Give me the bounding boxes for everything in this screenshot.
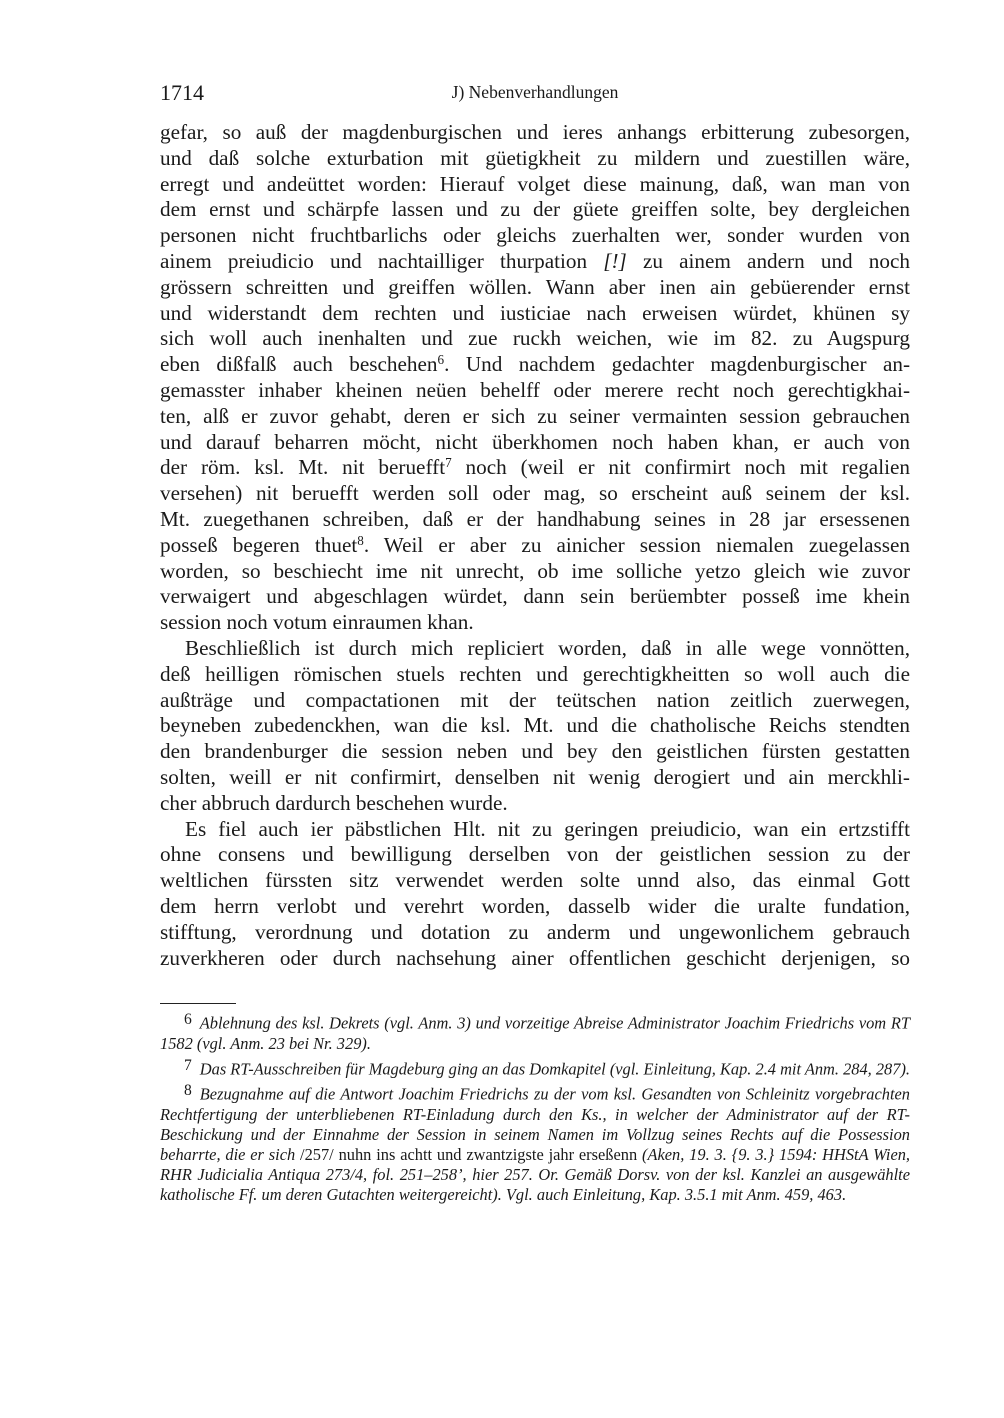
text-line (160, 455, 910, 481)
paragraph-3 (160, 817, 910, 972)
footnote-number: 7 (184, 1056, 192, 1074)
text-line: Es fiel auch ier päbstlichen Hlt. nit zu geringen preiudicio, wan ein ertzstifft (185, 816, 910, 841)
footnote-text: Das RT-Ausschreiben für Magdeburg ging an das Domkapitel (vgl. Einleitung, Kap. 2.4 mit Anm. 284, 287). (199, 1059, 910, 1079)
running-head: J) Nebenverhandlungen (451, 82, 619, 102)
text-segment: noch (weil er nit confirmirt noch mit regalien (451, 455, 910, 480)
footnotes (160, 1010, 910, 1207)
text-segment: zu ainem andern und noch (626, 248, 910, 273)
footnote-6 (160, 1010, 910, 1054)
footnote-number: 8 (184, 1082, 192, 1100)
text-line: und darauf beharren möcht, nicht überkhomen noch haben khan, er auch von (160, 429, 910, 454)
text-segment: ainem preiudicio und nachtailliger thurpation (160, 248, 604, 273)
text-line: sich woll auch inenhalten und zue ruckh weichen, wie im 82. zu Augspurg (160, 326, 910, 351)
text-line: gefar, so auß der magdenburgischen und ieres anhangs erbitterung zubesorgen, (160, 120, 910, 144)
footnote-ref-6[interactable]: 6 (437, 351, 445, 367)
text-line: Mt. zuegethanen schreiben, daß er der handhabung seines in 28 jar ersessenen (160, 506, 910, 531)
text-line: und widerstandt dem rechten und iusticiae nach erweisen würdet, khünen sy (160, 300, 910, 325)
text-line: dem ernst und schärpfe lassen und zu der güete greiffen solte, bey dergleichen (160, 197, 910, 222)
text-segment: eben dißfalß auch beschehen (160, 352, 438, 377)
text-line: weltlichen fürssten sitz verwendet werden solte unnd also, das einmal Gott (160, 868, 910, 893)
text-line: und daß solche exturbation mit güetigkheit zu mildern und zuestillen wäre, (160, 145, 910, 170)
text-line: außträge und compactationen mit der teütschen nation zeitlich zuerwegen, (160, 687, 910, 712)
text-line: gemasster inhaber kheinen neüen behelff oder merere recht noch gerechtigkhai- (160, 377, 910, 402)
page-number: 1714 (160, 80, 204, 105)
text-line: ohne consens und bewilligung derselben von der geistlichen session zu der (160, 842, 910, 867)
text-line: stifftung, verordnung und dotation zu anderm und ungewonlichem gebrauch (160, 919, 910, 944)
text-line: grössern schreitten und greiffen wöllen. Wann aber inen ain gebüerender ernst (160, 274, 910, 299)
text-line (160, 352, 910, 378)
text-line: Beschließlich ist durch mich repliciert worden, daß in alle wege vonnötten, (185, 635, 910, 660)
footnote-8 (160, 1081, 910, 1205)
footnote-ref-7[interactable]: 7 (445, 455, 452, 471)
quoted-source-text: /257/ nuhn ins achtt und zwantzigste jahr erseßenn (300, 1145, 638, 1165)
text-line (160, 249, 910, 275)
text-line: cher abbruch dardurch beschehen wurde. (160, 790, 508, 815)
text-line: solten, weill er nit confirmirt, denselben nit wenig derogiert und ain merckhli- (160, 764, 910, 789)
text-segment: . Weil er aber zu ainicher session niemalen zuegelassen (363, 532, 910, 557)
text-line: dem herrn verlobt und verehrt worden, dasselb wider die uralte fundation, (160, 893, 910, 918)
footnote-7 (160, 1056, 910, 1080)
text-line: deß heilligen römischen stuels rechten und gerechtigkheitten so woll auch die (160, 661, 910, 686)
main-text (160, 120, 910, 971)
text-line: versehen) nit beruefft werden soll oder mag, so erscheint auß seinem der ksl. (160, 481, 910, 506)
footnote-text: (Aken, 19. 3. {9. 3.} 1594: HHStA Wien, RHR Judicialia Antiqua 273/4, fol. 251–258’, hier 257. Or. Gemäß Dorsv. von der ksl. Kanzlei an ausgewählte katholische Ff. um deren Gutachten weitergereicht). Vgl. auch Einleitung, Kap. 3.5.1 mit Anm. 459, 463. (160, 1145, 911, 1205)
text-line: session noch votum einraumen khan. (160, 610, 474, 635)
text-line: den brandenburger die session neben und bey den geistlichen fürsten gestatten (160, 739, 910, 764)
text-segment: posseß begeren thuet (160, 532, 358, 557)
page-header (160, 80, 910, 106)
text-line: zuverkheren oder durch nachsehung ainer offentlichen geschicht derjenigen, so (160, 945, 910, 970)
text-line: personen nicht fruchtbarlichs oder gleichs zuerhalten wer, sonder wurden von (160, 223, 910, 248)
editorial-mark: [!] (603, 248, 627, 273)
text-line: ten, alß er zuvor gehabt, deren er sich zu seiner vermainten session gebrauchen (160, 403, 910, 428)
paragraph-1 (160, 120, 910, 636)
text-segment: . Und nachdem gedachter magdenburgischer an- (444, 352, 910, 377)
text-line: worden, so beschiecht ime nit unrecht, ob ime solliche yetzo gleich wie zuvor (160, 558, 910, 583)
footnote-separator (160, 1003, 236, 1004)
footnote-number: 6 (184, 1011, 192, 1028)
text-line: erregt und andeüttet worden: Hierauf volget diese mainung, daß, wan man von (160, 171, 910, 196)
paragraph-2 (160, 636, 910, 817)
text-line (160, 533, 910, 559)
text-line: beyneben zubedenckhen, wan die ksl. Mt. und die chatholische Reichs stendten (160, 713, 910, 738)
text-segment: der röm. ksl. Mt. nit beruefft (160, 455, 446, 480)
footnote-text: Ablehnung des ksl. Dekrets (vgl. Anm. 3) und vorzeitige Abreise Administrator Joachim Friedrichs vom RT 1582 (vgl. Anm. 23 bei Nr. 329). (160, 1013, 910, 1053)
text-line: verwaigert und abgeschlagen würdet, dann sein berüembter posseß ime khein (160, 584, 910, 609)
footnote-text: Bezugnahme auf die Antwort Joachim Friedrichs zu der vom ksl. Gesandten von Schleinitz vorgebrachten Rechtfertigung der unterbliebenen RT-Einladung durch den Ks., in welcher der Administrator auf der RT-Beschickung und der Einnahme der Session in seinem Namen im Vollzug seines Rechts auf die Possession beharrte, die er sich (160, 1085, 910, 1165)
footnote-ref-8[interactable]: 8 (357, 532, 364, 548)
